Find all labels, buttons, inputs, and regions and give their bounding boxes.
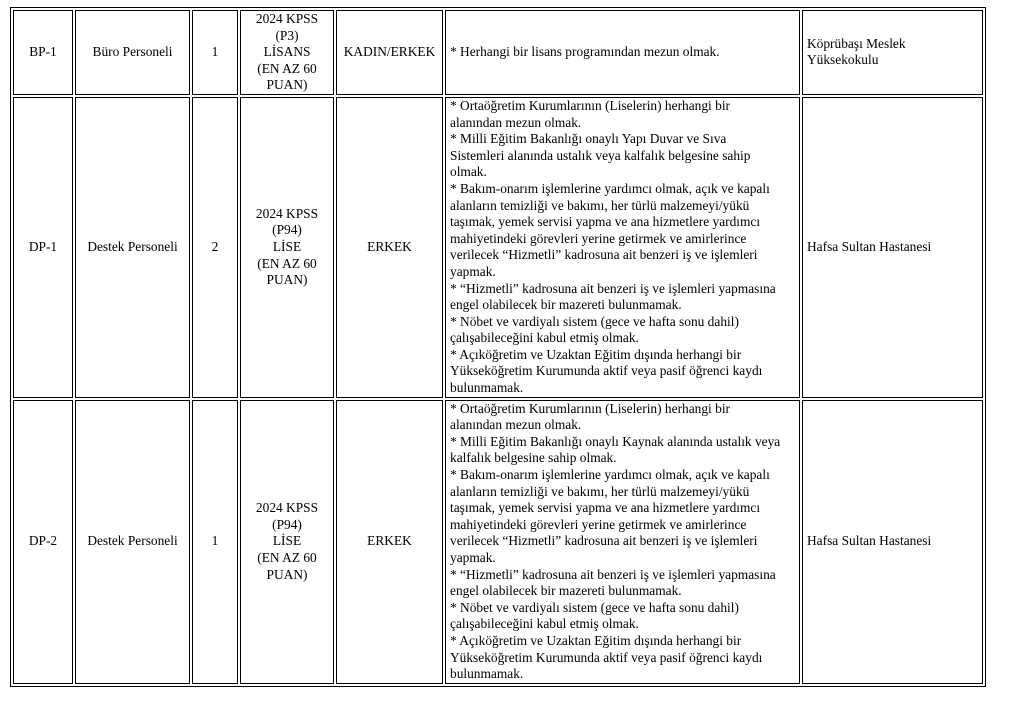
requirement-line: verilecek “Hizmetli” kadrosuna ait benzeri iş ve işlemleri	[450, 533, 758, 549]
kpss-line: 2024 KPSS	[255, 500, 319, 516]
requirement-line: * Nöbet ve vardiyalı sistem (gece ve hafta sonu dahil)	[450, 313, 739, 329]
unit-line: Hafsa Sultan Hastanesi	[807, 533, 932, 549]
requirement-line: * Milli Eğitim Bakanlığı onaylı Yapı Duvar ve Sıva	[450, 131, 727, 147]
requirement-line: yapmak.	[450, 550, 496, 565]
gender: ERKEK	[336, 400, 443, 684]
requirement-line: yapmak.	[450, 263, 496, 279]
requirements	[445, 97, 800, 398]
position-count: 2	[192, 97, 238, 398]
unit-line: Hafsa Sultan Hastanesi	[807, 239, 932, 255]
kpss-line: LİSE	[272, 533, 302, 549]
requirement-line: mahiyetindeki görevleri yerine getirmek ve amirlerince	[450, 516, 747, 532]
requirement-line: bulunmamak.	[450, 666, 524, 682]
requirement-line: çalışabileceğini kabul etmiş olmak.	[450, 616, 639, 632]
kpss-line: 2024 KPSS	[255, 205, 319, 221]
requirement-line: alanından mezun olmak.	[450, 417, 582, 433]
kpss-requirement	[240, 400, 334, 684]
requirement-line: çalışabileceğini kabul etmiş olmak.	[450, 330, 639, 346]
position-code: BP-1	[13, 10, 73, 95]
requirement-line: * Ortaöğretim Kurumlarının (Liselerin) herhangi bir	[450, 97, 731, 113]
kpss-line: LİSANS	[263, 44, 311, 60]
requirements	[445, 400, 800, 684]
position-code: DP-2	[13, 400, 73, 684]
requirement-line: * Bakım-onarım işlemlerine yardımcı olmak, açık ve kapalı	[450, 180, 770, 196]
position-title: Destek Personeli	[75, 97, 190, 398]
position-count: 1	[192, 400, 238, 684]
unit-line: Köprübaşı Meslek	[807, 35, 906, 51]
kpss-line: PUAN)	[266, 272, 308, 288]
requirement-line: olmak.	[450, 164, 487, 180]
requirement-line: Yükseköğretim Kurumunda aktif veya pasif öğrenci kaydı	[450, 649, 763, 665]
requirement-line: * Bakım-onarım işlemlerine yardımcı olmak, açık ve kapalı	[450, 467, 770, 483]
kpss-line: PUAN)	[266, 566, 308, 582]
requirement-line: bulunmamak.	[450, 380, 524, 396]
kpss-line: (EN AZ 60	[257, 255, 317, 271]
requirement-line: taşımak, yemek servisi yapma ve ana hizmetlere yardımcı	[450, 500, 761, 516]
position-title: Destek Personeli	[75, 400, 190, 684]
position-code: DP-1	[13, 97, 73, 398]
requirement-line: mahiyetindeki görevleri yerine getirmek ve amirlerince	[450, 230, 747, 246]
requirement-line: * “Hizmetli” kadrosuna ait benzeri iş ve işlemleri yapmasına	[450, 280, 776, 296]
kpss-line: (EN AZ 60	[257, 60, 317, 76]
kpss-line: (P94)	[272, 222, 302, 238]
requirement-line: * Açıköğretim ve Uzaktan Eğitim dışında herhangi bir	[450, 632, 742, 648]
kpss-line: (P3)	[275, 27, 299, 43]
requirement-line: alanların temizliği ve bakımı, her türlü malzemeyi/yükü	[450, 197, 750, 213]
positions-table	[10, 7, 986, 687]
unit-name	[802, 10, 983, 95]
requirement-line: verilecek “Hizmetli” kadrosuna ait benzeri iş ve işlemleri	[450, 247, 758, 263]
requirement-line: kalfalık belgesine sahip olmak.	[450, 450, 617, 466]
requirement-line: alanların temizliği ve bakımı, her türlü malzemeyi/yükü	[450, 483, 750, 499]
kpss-line: (EN AZ 60	[257, 550, 317, 565]
requirement-line: * Milli Eğitim Bakanlığı onaylı Kaynak alanında ustalık veya	[450, 433, 781, 449]
gender: ERKEK	[336, 97, 443, 398]
requirement-line: Sistemleri alanında ustalık veya kalfalık belgesine sahip	[450, 147, 751, 163]
unit-name	[802, 400, 983, 684]
requirement-line: alanından mezun olmak.	[450, 114, 582, 130]
requirements	[445, 10, 800, 95]
requirement-line: engel olabilecek bir mazereti bulunmamak.	[450, 297, 682, 313]
requirement-line: taşımak, yemek servisi yapma ve ana hizmetlere yardımcı	[450, 214, 761, 230]
kpss-line: 2024 KPSS	[255, 11, 319, 26]
requirement-line: * Ortaöğretim Kurumlarının (Liselerin) herhangi bir	[450, 400, 731, 416]
requirement-line: engel olabilecek bir mazereti bulunmamak.	[450, 583, 682, 599]
table-row	[13, 97, 983, 398]
requirement-line: * “Hizmetli” kadrosuna ait benzeri iş ve işlemleri yapmasına	[450, 566, 776, 582]
kpss-line: PUAN)	[266, 77, 308, 93]
unit-line: Yüksekokulu	[807, 52, 879, 68]
position-count: 1	[192, 10, 238, 95]
gender: KADIN/ERKEK	[336, 10, 443, 95]
table-row	[13, 400, 983, 684]
requirement-line: * Açıköğretim ve Uzaktan Eğitim dışında herhangi bir	[450, 346, 742, 362]
table-row	[13, 10, 983, 95]
unit-name	[802, 97, 983, 398]
requirement-line: Yükseköğretim Kurumunda aktif veya pasif öğrenci kaydı	[450, 363, 763, 379]
position-title: Büro Personeli	[75, 10, 190, 95]
kpss-requirement	[240, 10, 334, 95]
kpss-line: LİSE	[272, 239, 302, 255]
requirement-line: * Nöbet ve vardiyalı sistem (gece ve hafta sonu dahil)	[450, 599, 739, 615]
requirement-line: * Herhangi bir lisans programından mezun olmak.	[450, 44, 720, 60]
kpss-requirement	[240, 97, 334, 398]
kpss-line: (P94)	[272, 516, 302, 532]
